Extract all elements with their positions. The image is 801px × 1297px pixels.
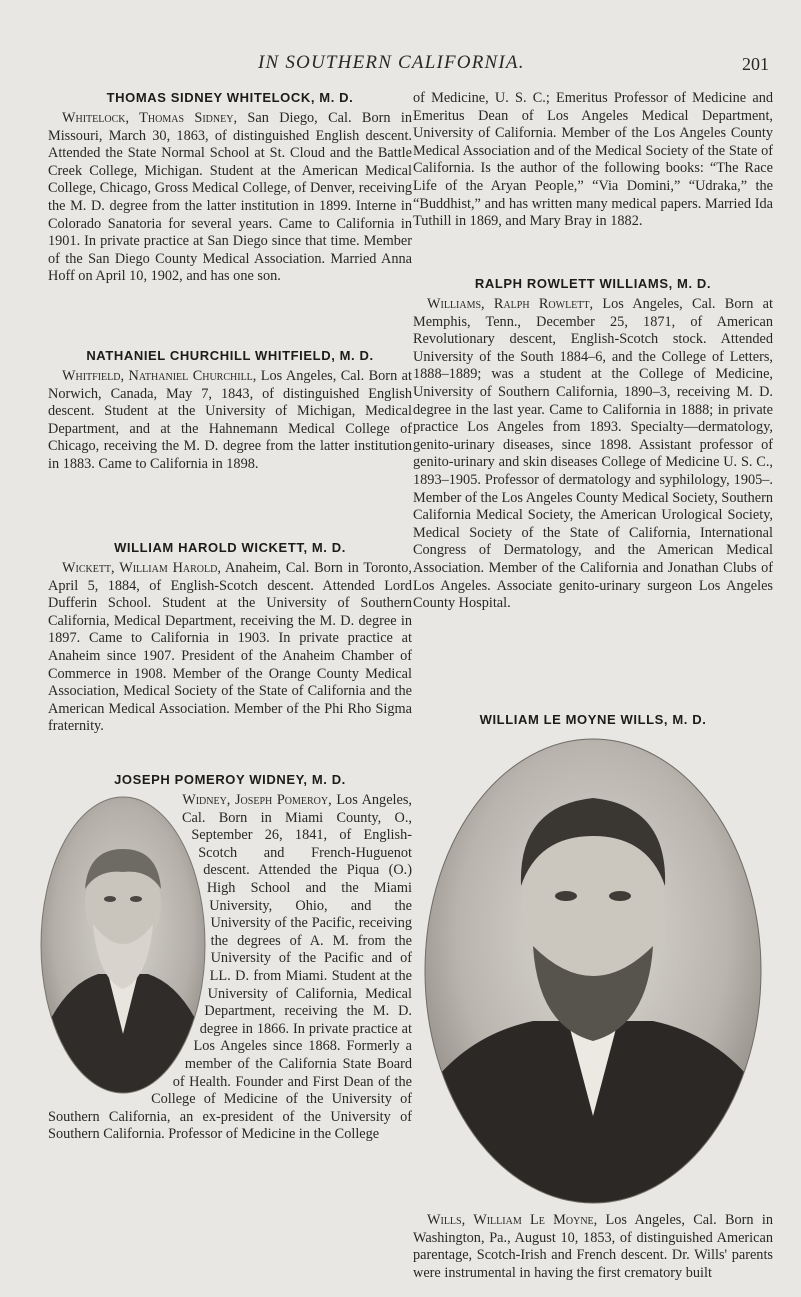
entry-text [48, 110, 412, 286]
entry-text [413, 1212, 773, 1282]
entry-text [48, 368, 412, 474]
entry-name-lead: Whitfield, Nathaniel Churchill, [62, 368, 257, 384]
entry-body-text: San Diego, Cal. Born in Missouri, March 30, 1863, of distinguished English descent. Attended the State Normal School at St. Cloud and the Battle Creek College, Michigan. Student at the American Medical College, Chicago, Gross Medical College, of Denver, receiving the M. D. degree from the latter institution in 1899. Interne in Colorado Sanatoria for several years. Came to California in 1901. In private practice at San Diego since that time. Member of the San Diego County Medical Association. Married Anna Hoff on April 10, 1902, and has one son. [48, 110, 412, 285]
entry-heading: NATHANIEL CHURCHILL WHITFIELD, M. D. [86, 348, 374, 363]
portrait-widney [38, 794, 208, 1096]
entry-whitfield [48, 348, 412, 474]
entry-text [413, 296, 773, 613]
entry-name-lead: Whitelock, Thomas Sidney, [62, 110, 238, 126]
entry-whitelock [48, 90, 412, 286]
entry-body-text: Los Angeles, Cal. Born at Norwich, Canada, May 7, 1843, of distinguished English descent. Student at the University of Michigan, Medical Department, and at the Hahnemann Medical College of Chicago, receiving the M. D. degree from the latter institution in 1883. Came to California in 1898. [48, 368, 412, 472]
entry-name-lead: Williams, Ralph Rowlett, [427, 296, 594, 312]
page-number: 201 [742, 54, 769, 74]
entry-name-lead: Wickett, William Harold, [62, 560, 221, 576]
entry-text [48, 792, 412, 1144]
entry-body-text: Anaheim, Cal. Born in Toronto, April 5, 1884, of English-Scotch descent. Attended Lord Dufferin School. Student at the University of Southern California, Medical Department, receiving the M. D. degree in 1897. Came to California in 1903. In private practice at Anaheim since 1907. President of the Anaheim Chamber of Commerce in 1908. Member of the Orange County Medical Association, Medical Society of the State of California and the American Medical Association. Member of the Phi Rho Sigma fraternity. [48, 560, 412, 735]
entry-body-text: Los Angeles, Cal. Born at Memphis, Tenn., December 25, 1871, of American Revolutionary descent, English-Scotch stock. Attended University of the South 1884–6, and the College of Letters, 1888–1889; was a student at the College of Medicine, University of Southern California, 1890–3, receiving M. D. degree in the last year. Came to California in 1888; in private practice Los Angeles from 1893. Specialty—dermatology, genito-urinary diseases, since 1898. Assistant professor of genito-urinary and skin diseases College of Medicine U. S. C., 1893–1905. Professor of dermatology and syphilology, 1905–. Member of the Los Angeles County Medical Society, Southern California Medical Society, the American Urological Society, Medical Society of the State of California, International Congress of Dermatology, and the American Medical Association. Member of the California and Jonathan Clubs of Los Angeles. Associate genito-urinary surgeon Los Angeles County Hospital. [413, 296, 774, 612]
entry-name-lead: Widney, Joseph Pomeroy, [182, 792, 332, 808]
entry-body-text: Los Angeles, Cal. Born in Miami County, O., September 26, 1841, of English-Scotch and French-Huguenot descent. Attended the Piqua (O.) High School and the Miami University, Ohio, and the University of the Pacific, receiving the degrees of A. M. from the University of the Pacific and of LL. D. from Miami. Student at the University of California, Medical Department, receiving the M. D. degree in 1866. In private practice at Los Angeles since 1868. Formerly a member of the California State Board of Health. Founder and First Dean of the College of Medicine of the University of Southern California, an ex-president of the University of Southern California. Professor of Medicine in the College [48, 792, 413, 1143]
entry-widney [48, 772, 412, 1144]
entry-wills [413, 712, 773, 1282]
entry-williams [413, 276, 773, 613]
entry-heading: THOMAS SIDNEY WHITELOCK, M. D. [106, 90, 354, 105]
entry-body-text: Los Angeles, Cal. Born in Washington, Pa., August 10, 1853, of distinguished American parentage, Scotch-Irish and French descent. Dr. Wills' parents were instrumental in having the first crematory built [413, 1212, 773, 1281]
running-head [0, 52, 801, 74]
entry-name-lead: Wills, William Le Moyne, [427, 1212, 598, 1228]
entry-heading: WILLIAM HAROLD WICKETT, M. D. [114, 540, 346, 555]
entry-heading: RALPH ROWLETT WILLIAMS, M. D. [474, 276, 712, 291]
entry-text [48, 560, 412, 736]
entry-wickett [48, 540, 412, 736]
portrait-wills [423, 736, 763, 1206]
widney-continuation: of Medicine, U. S. C.; Emeritus Professor of Medicine and Emeritus Dean of Los Angeles Medical Department, University of California. Member of the Los Angeles County Medical Association and of the Medical Society of the State of California. Is the author of the following books: “The Race Life of the Aryan People,” “Via Domini,” “Udraka,” the “Buddhist,” and has written many medical papers. Married Ida Tuthill in 1869, and Mary Bray in 1882. [413, 90, 773, 230]
entry-heading: JOSEPH POMEROY WIDNEY, M. D. [114, 772, 346, 787]
running-title: IN SOUTHERN CALIFORNIA. [258, 52, 525, 73]
entry-heading: WILLIAM LE MOYNE WILLS, M. D. [479, 712, 707, 727]
